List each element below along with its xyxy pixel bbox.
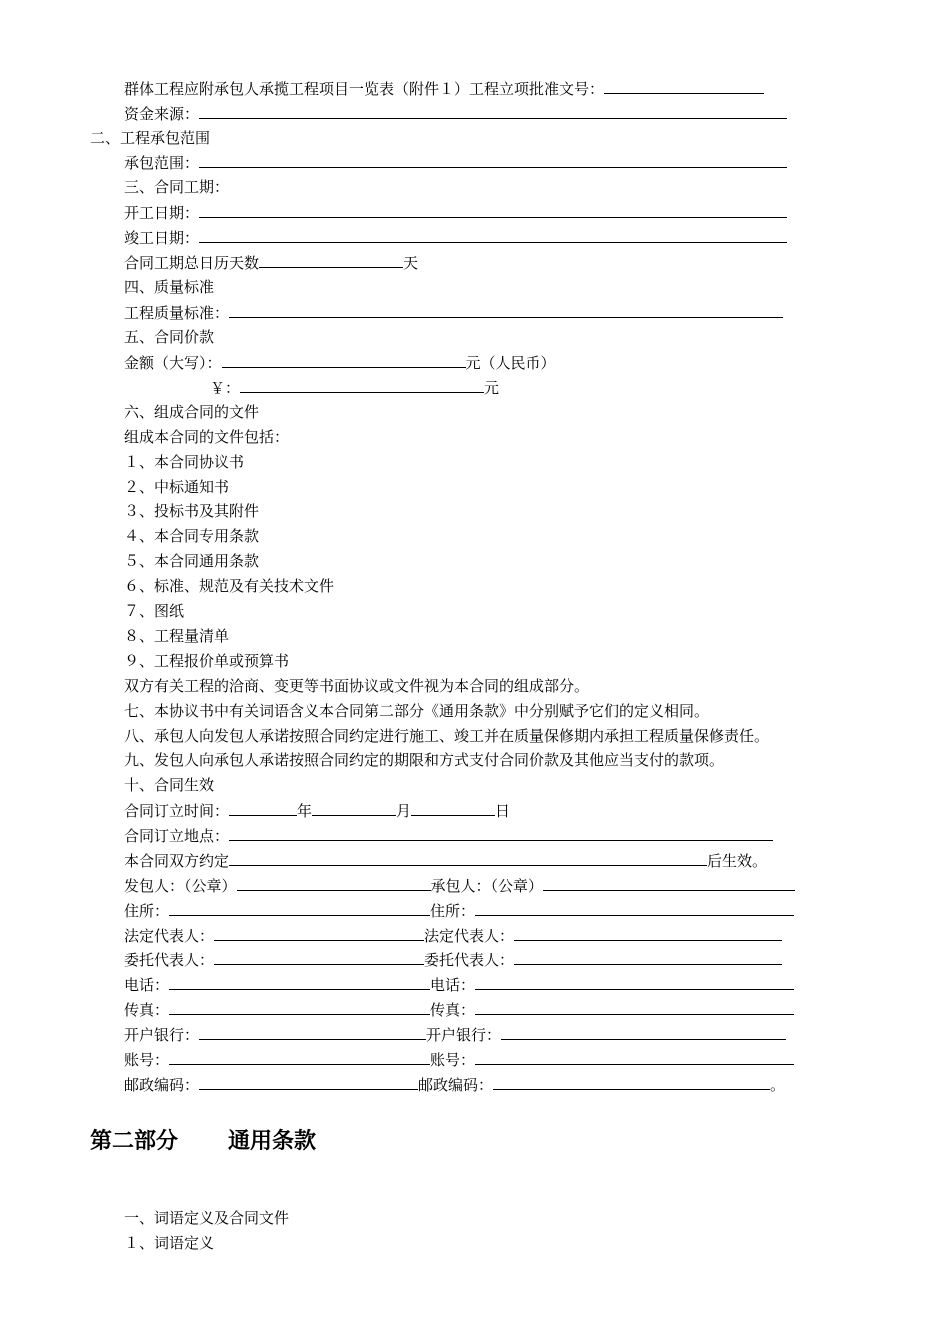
contractor-seal-label: 承包人：（公章） bbox=[430, 877, 544, 895]
start-date-blank[interactable] bbox=[199, 202, 787, 218]
total-days-label: 合同工期总日历天数 bbox=[124, 254, 260, 272]
scope-heading: 二、工程承包范围 bbox=[90, 129, 211, 147]
sign-place-line bbox=[124, 825, 773, 845]
sign-year-label: 年 bbox=[297, 802, 313, 820]
documents-heading: 六、组成合同的文件 bbox=[124, 403, 260, 421]
employer-fax-label: 传真： bbox=[124, 1001, 170, 1019]
sign-day-label: 日 bbox=[495, 802, 511, 820]
fund-source-blank[interactable] bbox=[199, 103, 787, 119]
fund-source-label: 资金来源： bbox=[124, 105, 200, 123]
contractor-address-label: 住所： bbox=[430, 902, 476, 920]
employer-legal-rep-label: 法定代表人： bbox=[124, 927, 215, 945]
section-definitions-heading: 一、词语定义及合同文件 bbox=[124, 1209, 290, 1227]
clause-seven: 七、本协议书中有关词语含义本合同第二部分《通用条款》中分别赋予它们的定义相同。 bbox=[124, 702, 710, 720]
employer-legal-rep-blank[interactable] bbox=[214, 925, 424, 941]
employer-postcode-blank[interactable] bbox=[199, 1074, 418, 1090]
approval-number-line bbox=[124, 78, 764, 98]
sign-day-blank[interactable] bbox=[411, 800, 495, 816]
employer-account-label: 账号： bbox=[124, 1051, 170, 1069]
contractor-legal-rep-label: 法定代表人： bbox=[424, 927, 515, 945]
amount-words-blank[interactable] bbox=[222, 352, 466, 368]
definitions-item: １、词语定义 bbox=[124, 1234, 215, 1252]
contractor-bank-label: 开户银行： bbox=[426, 1026, 502, 1044]
end-date-blank[interactable] bbox=[199, 227, 787, 243]
effect-heading: 十、合同生效 bbox=[124, 776, 215, 794]
period-heading: 三、合同工期： bbox=[124, 178, 230, 196]
document-item: ８、工程量清单 bbox=[124, 627, 230, 645]
employer-address-blank[interactable] bbox=[169, 900, 430, 916]
total-days-blank[interactable] bbox=[259, 252, 403, 268]
contractor-phone-label: 电话： bbox=[430, 976, 476, 994]
document-item: １、本合同协议书 bbox=[124, 453, 245, 471]
contractor-address-blank[interactable] bbox=[475, 900, 794, 916]
start-date-label: 开工日期： bbox=[124, 204, 200, 222]
start-date-line bbox=[124, 202, 787, 222]
contractor-bank-blank[interactable] bbox=[501, 1024, 786, 1040]
employer-account-blank[interactable] bbox=[169, 1049, 430, 1065]
clause-eight: 八、承包人向发包人承诺按照合同约定进行施工、竣工并在质量保修期内承担工程质量保修责任。 bbox=[124, 727, 770, 745]
amount-words-label: 金额（大写）： bbox=[124, 354, 222, 372]
postcode-end-mark: 。 bbox=[770, 1076, 786, 1094]
contractor-agent-label: 委托代表人： bbox=[424, 951, 515, 969]
end-date-line bbox=[124, 227, 787, 247]
approval-number-label: 群体工程应附承包人承揽工程项目一览表（附件１）工程立项批准文号： bbox=[124, 80, 605, 98]
amount-number-line bbox=[210, 377, 499, 397]
fax-line bbox=[124, 999, 794, 1019]
document-item: ６、标准、规范及有关技术文件 bbox=[124, 577, 335, 595]
employer-fax-blank[interactable] bbox=[169, 999, 430, 1015]
amount-number-blank[interactable] bbox=[240, 377, 484, 393]
scope-blank[interactable] bbox=[199, 152, 787, 168]
phone-line bbox=[124, 974, 794, 994]
total-days-suffix: 天 bbox=[403, 254, 419, 272]
end-date-label: 竣工日期： bbox=[124, 229, 200, 247]
sign-place-label: 合同订立地点： bbox=[124, 827, 230, 845]
employer-bank-label: 开户银行： bbox=[124, 1026, 200, 1044]
sign-month-label: 月 bbox=[396, 802, 412, 820]
quality-blank[interactable] bbox=[229, 302, 783, 318]
employer-seal-label: 发包人：（公章） bbox=[124, 877, 237, 895]
contractor-postcode-blank[interactable] bbox=[493, 1074, 770, 1090]
contractor-legal-rep-blank[interactable] bbox=[514, 925, 782, 941]
amount-number-label: ￥： bbox=[210, 379, 241, 397]
sign-time-line bbox=[124, 800, 510, 820]
price-heading: 五、合同价款 bbox=[124, 328, 215, 346]
bank-line bbox=[124, 1024, 786, 1044]
amount-words-suffix: 元（人民币） bbox=[465, 354, 556, 372]
document-item: ９、工程报价单或预算书 bbox=[124, 652, 290, 670]
quality-line bbox=[124, 302, 783, 322]
document-item: ４、本合同专用条款 bbox=[124, 527, 260, 545]
address-line bbox=[124, 900, 794, 920]
documents-note: 双方有关工程的洽商、变更等书面协议或文件视为本合同的组成部分。 bbox=[124, 677, 590, 695]
legal-rep-line bbox=[124, 925, 782, 945]
document-item: ２、中标通知书 bbox=[124, 478, 230, 496]
document-item: ７、图纸 bbox=[124, 602, 185, 620]
document-item: ３、投标书及其附件 bbox=[124, 502, 260, 520]
employer-address-label: 住所： bbox=[124, 902, 170, 920]
employer-phone-label: 电话： bbox=[124, 976, 170, 994]
postcode-line bbox=[124, 1074, 785, 1094]
employer-bank-blank[interactable] bbox=[199, 1024, 426, 1040]
contractor-fax-label: 传真： bbox=[430, 1001, 476, 1019]
sign-month-blank[interactable] bbox=[312, 800, 396, 816]
contractor-account-blank[interactable] bbox=[475, 1049, 794, 1065]
amount-words-line bbox=[124, 352, 556, 372]
fund-source-line bbox=[124, 103, 787, 123]
documents-intro: 组成本合同的文件包括： bbox=[124, 428, 290, 446]
general-terms-label: 通用条款 bbox=[228, 1129, 317, 1154]
contractor-account-label: 账号： bbox=[430, 1051, 476, 1069]
effective-line bbox=[124, 850, 767, 870]
amount-number-suffix: 元 bbox=[484, 379, 500, 397]
part-two-label: 第二部分 bbox=[90, 1129, 179, 1154]
account-line bbox=[124, 1049, 794, 1069]
scope-label: 承包范围： bbox=[124, 154, 200, 172]
effective-label: 本合同双方约定 bbox=[124, 852, 230, 870]
effective-suffix: 后生效。 bbox=[707, 852, 768, 870]
employer-postcode-label: 邮政编码： bbox=[124, 1076, 200, 1094]
scope-line bbox=[124, 152, 787, 172]
document-item: ５、本合同通用条款 bbox=[124, 552, 260, 570]
contractor-seal-blank[interactable] bbox=[543, 875, 795, 891]
agent-line bbox=[124, 949, 782, 969]
total-days-line bbox=[124, 252, 418, 272]
seal-line bbox=[124, 875, 795, 895]
employer-seal-blank[interactable] bbox=[237, 875, 431, 891]
quality-label: 工程质量标准： bbox=[124, 304, 230, 322]
part-two-title bbox=[90, 1128, 316, 1156]
contractor-agent-blank[interactable] bbox=[514, 949, 782, 965]
sign-place-blank[interactable] bbox=[229, 825, 773, 841]
contractor-phone-blank[interactable] bbox=[475, 974, 794, 990]
quality-heading: 四、质量标准 bbox=[124, 278, 215, 296]
sign-time-label: 合同订立时间： bbox=[124, 802, 230, 820]
approval-number-blank[interactable] bbox=[604, 78, 764, 94]
employer-agent-blank[interactable] bbox=[214, 949, 424, 965]
contractor-fax-blank[interactable] bbox=[475, 999, 794, 1015]
sign-year-blank[interactable] bbox=[229, 800, 297, 816]
employer-phone-blank[interactable] bbox=[169, 974, 430, 990]
contractor-postcode-label: 邮政编码： bbox=[418, 1076, 494, 1094]
employer-agent-label: 委托代表人： bbox=[124, 951, 215, 969]
clause-nine: 九、发包人向承包人承诺按照合同约定的期限和方式支付合同价款及其他应当支付的款项。 bbox=[124, 751, 725, 769]
effective-blank[interactable] bbox=[229, 850, 707, 866]
